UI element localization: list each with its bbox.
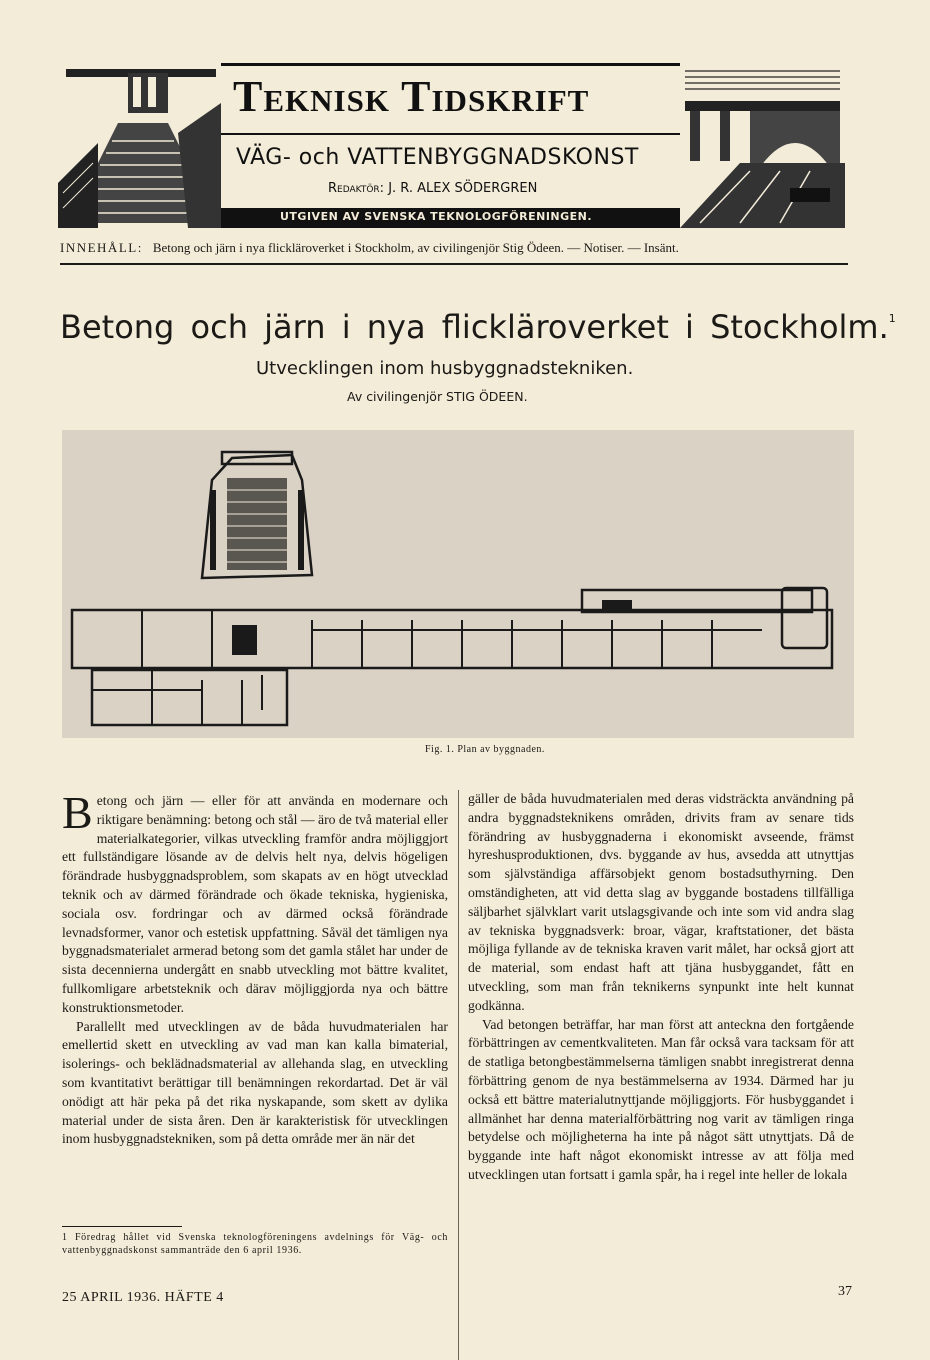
contents-label: INNEHÅLL: [60,240,143,255]
paragraph: Parallellt med utvecklingen av de båda huvudmaterialen har emellertid skett en utveckling av vad man kan kalla bimaterial, isolerings- och beklädnadsmaterial av allehanda slag, en utveckling som kvantitativt berättigar till benämningen rekordartad. Det är väl onödigt att här peka på det rika nyskapande, som skett av dylika material under de sista åren. Den är karakteristisk för utvecklingen inom husbyggnadstekniken, som på detta område mer än när det [62,1018,448,1147]
masthead [58,63,845,228]
journal-subtitle: VÄG- och VATTENBYGGNADSKONST [236,145,639,170]
issue-date: 25 APRIL 1936. HÄFTE 4 [62,1290,224,1305]
journal-editor: Redaktör: J. R. ALEX SÖDERGREN [328,181,538,196]
column-divider [458,790,459,1360]
body-column-left [62,787,448,1149]
masthead-rule [221,133,680,135]
article-title [60,308,896,346]
article-byline: Av civilingenjör STIG ÖDEEN. [347,389,528,404]
dam-illustration [58,63,221,228]
contents-text: Betong och järn i nya flickläroverket i Stockholm, av civilingenjör Stig Ödeen. — Notiser. — Insänt. [152,240,679,255]
drop-cap: B [62,787,93,838]
floor-plan-figure [62,430,854,738]
body-column-right [468,790,854,1185]
paragraph: Vad betongen beträffar, har man först att anteckna den fortgående förbättringen av cementkvaliteten. Man får också vara tacksam för att de statliga betongbestämmelserna tämligen snabbt inregistrerat denna förbättring genom de nya bestämmelserna av 1934. Därmed har ju också ett bättre materialutnyttjande möjliggjorts. För husbyggandet i allmänhet har denna materialförbättring nog varit av tämligen ringa betydelse och möjligheterna ha inte på något sätt utnyttjats. Då de byggande inte haft något ekonomiskt intresse av att följa med utvecklingen utan fortsatt i gamla spår, ha i regel inte heller de lokala [468,1016,854,1182]
contents-rule [60,263,848,265]
paragraph [62,787,448,1018]
article-title-text: Betong och järn i nya flickläroverket i Stockholm. [60,308,889,346]
paragraph-text: etong och järn — eller för att använda en modernare och riktigare benämning: betong och stål — äro de två material eller materialkategorier, vilkas utveckling framför andra möjliggjort ett fullständigare lösande av de delvis helt nya, delvis högeligen förändrade husbyggnadsproblem, som skapats av en högt utvecklad teknik och av därmed förändrade och ökade tekniska, hygieniska, sociala osv. fordringar och av därmed också förändrade levnadsformer, vanor och estetisk uppfattning. Såväl det tämligen nya byggnadsmaterialet armerad betong som det gamla stålet har under de sista decennierna undergått en snabb utveckling mot bättre kvalitet, fullkomligare arbetsteknik och därav möjliggjorda nya och bättre konstruktionsmetoder. [62,793,448,1015]
footnote: 1 Föredrag hållet vid Svenska teknologföreningens avdelnings för Väg- och vattenbyggnadskonst sammanträde den 6 april 1936. [62,1232,448,1256]
page-number: 37 [838,1284,852,1299]
footnote-marker: 1 [888,312,896,325]
bridge-illustration [680,63,845,228]
contents-line [60,240,850,256]
footnote-rule [62,1226,182,1227]
figure-caption: Fig. 1. Plan av byggnaden. [425,744,545,755]
floor-plan-drawing [62,430,854,738]
article-subtitle: Utvecklingen inom husbyggnadstekniken. [256,358,634,379]
journal-publisher: UTGIVEN AV SVENSKA TEKNOLOGFÖRENINGEN. [280,210,593,223]
paragraph: gäller de båda huvudmaterialen med deras vidsträckta användning på andra byggnadsteknikens områden, drivits fram av senare tids förändring av husbyggnaderna i ekonomiskt avseende, främst hyreshusproduktionen, dvs. byggande av hus, avsedda att utnyttjas som självständiga affärsobjekt genom bostadsuthyrning. Den omständigheten, att vid detta slag av byggande bostadens tillfälliga säljbarhet självklart varit utslagsgivande och inte som vid andra slag av tekniska byggnadsverk: broar, vägar, kraftstationer, det bästa möjliga fyllande av de tekniska kraven varit målet, har också gjort att de material, som endast haft att tjäna husbyggandet, fått en utveckling, som man från teknikerns synpunkt inte helt kunnat godkänna. [468,791,854,1013]
journal-title: Teknisk Tidskrift [233,72,590,121]
